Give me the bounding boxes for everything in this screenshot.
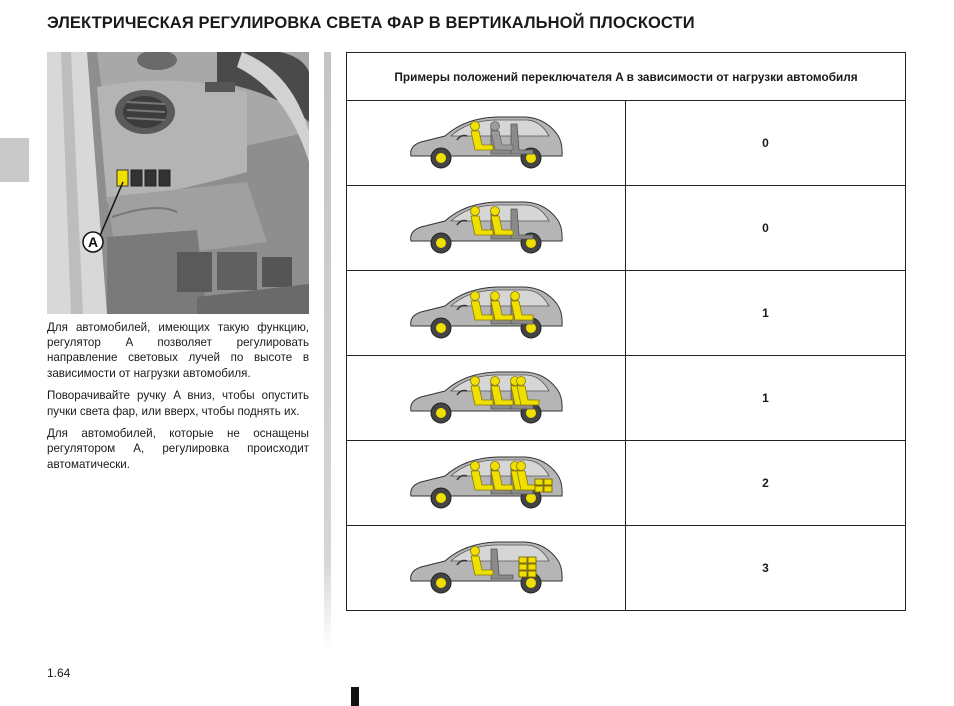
luggage-item xyxy=(519,564,527,570)
paragraph-2: Поворачивайте ручку A вниз, чтобы опустить пучки света фар, или вверх, чтобы поднять их. xyxy=(47,389,309,418)
car-illustration xyxy=(347,186,626,271)
paragraph-1: Для автомобилей, имеющих такую функцию, регулятор A позволяет регулировать направление световых лучей по высоте в зависимости от нагрузки автомобиля. xyxy=(47,321,309,380)
car-illustration xyxy=(347,271,626,356)
table-row xyxy=(347,526,906,611)
column-divider xyxy=(324,52,331,648)
rear-hub xyxy=(526,238,536,248)
dashboard-photo xyxy=(47,52,309,314)
luggage-item xyxy=(535,479,543,485)
front-hub xyxy=(436,153,446,163)
front-hub xyxy=(436,238,446,248)
table-row xyxy=(347,441,906,526)
switch-position-value: 1 xyxy=(626,271,906,356)
car-illustration xyxy=(347,441,626,526)
switch-position-value: 1 xyxy=(626,356,906,441)
car-window xyxy=(451,120,549,136)
front-hub xyxy=(436,578,446,588)
car-window xyxy=(451,205,549,221)
occupant-head xyxy=(517,462,526,471)
car-window xyxy=(451,290,549,306)
paragraph-3: Для автомобилей, которые не оснащены регулятором A, регулировка происходит автоматически. xyxy=(47,427,309,471)
luggage-item xyxy=(519,571,527,577)
switch-position-value: 0 xyxy=(626,186,906,271)
rear-hub xyxy=(526,153,536,163)
front-hub xyxy=(436,323,446,333)
switch-position-value: 2 xyxy=(626,441,906,526)
luggage-item xyxy=(544,486,552,492)
occupant-head xyxy=(471,377,480,386)
body-text xyxy=(47,320,309,479)
page-marker xyxy=(351,687,359,706)
luggage-item xyxy=(519,557,527,563)
car-window xyxy=(451,460,549,476)
car-illustration xyxy=(347,526,626,611)
callout-label: A xyxy=(87,234,99,250)
occupant-head xyxy=(491,377,500,386)
occupant-head xyxy=(491,462,500,471)
load-position-table xyxy=(346,52,906,611)
table-row xyxy=(347,356,906,441)
section-tab xyxy=(0,138,29,182)
switch-position-value: 3 xyxy=(626,526,906,611)
luggage-item xyxy=(544,479,552,485)
front-hub xyxy=(436,493,446,503)
table-row xyxy=(347,271,906,356)
occupant-head xyxy=(471,122,480,131)
occupant-head xyxy=(471,207,480,216)
rear-hub xyxy=(526,493,536,503)
occupant-head xyxy=(471,547,480,556)
rear-hub xyxy=(526,408,536,418)
luggage-item xyxy=(535,486,543,492)
luggage-item xyxy=(528,564,536,570)
front-hub xyxy=(436,408,446,418)
occupant-head xyxy=(471,292,480,301)
page-title: ЭЛЕКТРИЧЕСКАЯ РЕГУЛИРОВКА СВЕТА ФАР В ВЕРТИКАЛЬНОЙ ПЛОСКОСТИ xyxy=(47,14,695,32)
car-window xyxy=(451,375,549,391)
occupant-head xyxy=(511,292,520,301)
rear-hub xyxy=(526,323,536,333)
car-illustration xyxy=(347,356,626,441)
occupant-head xyxy=(491,207,500,216)
car-illustration xyxy=(347,101,626,186)
table-row xyxy=(347,101,906,186)
table-row xyxy=(347,186,906,271)
switch-position-value: 0 xyxy=(626,101,906,186)
occupant-head xyxy=(491,122,500,131)
luggage-item xyxy=(528,571,536,577)
occupant-head xyxy=(517,377,526,386)
rear-hub xyxy=(526,578,536,588)
occupant-head xyxy=(491,292,500,301)
table-header: Примеры положений переключателя A в зависимости от нагрузки автомобиля xyxy=(347,53,906,101)
occupant-head xyxy=(471,462,480,471)
page-number: 1.64 xyxy=(47,666,71,680)
luggage-item xyxy=(528,557,536,563)
